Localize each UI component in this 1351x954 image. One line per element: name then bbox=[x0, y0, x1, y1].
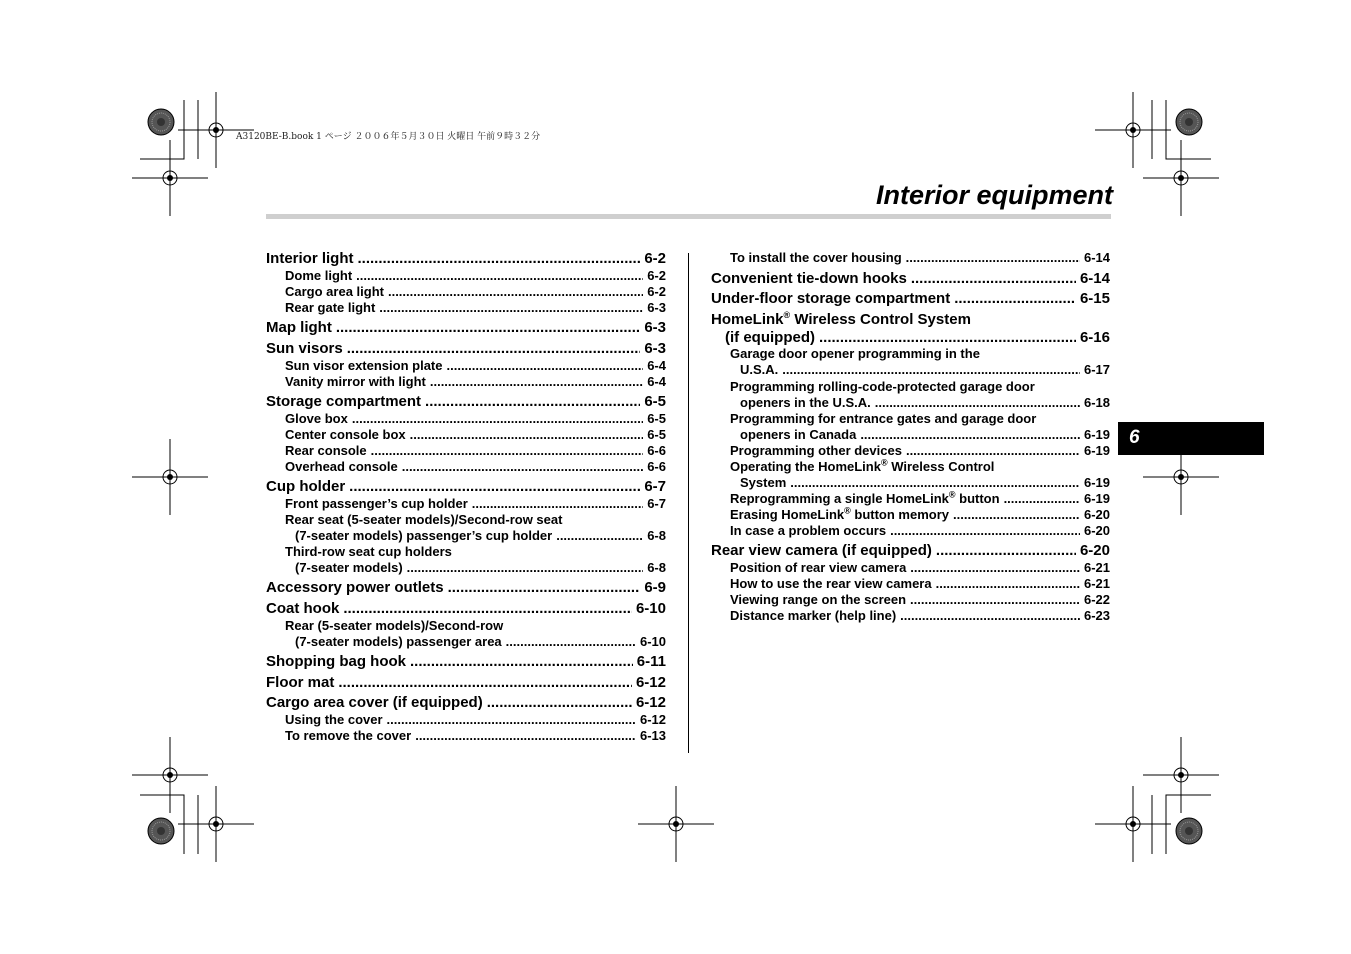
toc-entry-line[interactable]: Programming rolling-code-protected garage door bbox=[730, 379, 1035, 394]
toc-entry[interactable]: Map light ..... 6-3 bbox=[266, 319, 666, 336]
toc-entry[interactable]: openers in the U.S.A. ..... 6-18 bbox=[740, 395, 1110, 410]
page-title: Interior equipment bbox=[875, 180, 1113, 210]
toc-entry[interactable]: Programming other devices ..... 6-19 bbox=[730, 443, 1110, 458]
toc-entry[interactable]: Dome light ..... 6-2 bbox=[285, 268, 666, 283]
toc-entry-line[interactable]: Rear (5-seater models)/Second-row bbox=[285, 618, 504, 633]
chapter-tab bbox=[1118, 422, 1264, 455]
registration-cross-icon bbox=[1143, 140, 1219, 216]
toc-entry-line[interactable]: Operating the HomeLink® Wireless Control bbox=[730, 457, 995, 474]
toc-entry[interactable]: (7-seater models) passenger’s cup holder ..... 6-8 bbox=[295, 528, 666, 543]
toc-entry-line[interactable]: Programming for entrance gates and garage door bbox=[730, 411, 1037, 426]
toc-entry[interactable]: (7-seater models) passenger area ..... 6-10 bbox=[295, 634, 666, 649]
toc-entry-line[interactable]: HomeLink® Wireless Control System bbox=[711, 310, 971, 328]
toc-entry[interactable]: System ..... 6-19 bbox=[740, 475, 1110, 490]
toc-entry[interactable]: Position of rear view camera ..... 6-21 bbox=[730, 560, 1110, 575]
toc-entry[interactable]: Center console box ..... 6-5 bbox=[285, 427, 666, 442]
toc-entry[interactable]: Rear gate light ..... 6-3 bbox=[285, 300, 666, 315]
title-rule bbox=[266, 214, 1111, 219]
registration-cross-icon bbox=[1095, 786, 1171, 862]
toc-entry[interactable]: Glove box ..... 6-5 bbox=[285, 411, 666, 426]
toc-entry[interactable]: U.S.A. ..... 6-17 bbox=[740, 362, 1110, 377]
registration-cross-icon bbox=[178, 786, 254, 862]
toc-entry[interactable]: Interior light ..... 6-2 bbox=[266, 250, 666, 267]
chapter-number: 6 bbox=[1129, 427, 1140, 448]
toc-entry[interactable]: Cup holder ..... 6-7 bbox=[266, 478, 666, 495]
toc-entry-line[interactable]: Third-row seat cup holders bbox=[285, 544, 452, 559]
toc-entry[interactable]: Shopping bag hook ..... 6-11 bbox=[266, 653, 666, 670]
registration-star-icon bbox=[148, 818, 174, 844]
toc-entry[interactable]: openers in Canada ..... 6-19 bbox=[740, 427, 1110, 442]
toc-entry[interactable]: Coat hook ..... 6-10 bbox=[266, 600, 666, 617]
registration-cross-icon bbox=[638, 786, 714, 862]
registration-star-icon bbox=[1176, 818, 1202, 844]
toc-entry[interactable]: Erasing HomeLink® button memory ..... 6-20 bbox=[730, 507, 1110, 522]
registration-star-icon bbox=[1176, 109, 1202, 135]
toc-entry[interactable]: Storage compartment ..... 6-5 bbox=[266, 393, 666, 410]
toc-entry[interactable]: Floor mat ..... 6-12 bbox=[266, 674, 666, 691]
toc-entry[interactable]: Reprogramming a single HomeLink® button ..... 6-19 bbox=[730, 491, 1110, 506]
registration-cross-icon bbox=[1143, 737, 1219, 813]
registration-cross-icon bbox=[1095, 92, 1171, 168]
toc-entry[interactable]: To install the cover housing ..... 6-14 bbox=[730, 250, 1110, 265]
registration-cross-icon bbox=[132, 439, 208, 515]
toc-entry[interactable]: Using the cover ..... 6-12 bbox=[285, 712, 666, 727]
toc-entry[interactable]: Front passenger’s cup holder ..... 6-7 bbox=[285, 496, 666, 511]
toc-entry[interactable]: Under-floor storage compartment ..... 6-15 bbox=[711, 290, 1110, 307]
toc-entry[interactable]: Sun visors ..... 6-3 bbox=[266, 340, 666, 357]
registration-cross-icon bbox=[132, 737, 208, 813]
toc-entry[interactable]: Distance marker (help line) ..... 6-23 bbox=[730, 608, 1110, 623]
print-header: A3120BE-B.book 1 ページ ２００６年５月３０日 火曜日 午前９時３２分 bbox=[236, 132, 541, 142]
toc-entry[interactable]: Vanity mirror with light ..... 6-4 bbox=[285, 374, 666, 389]
toc-entry-line[interactable]: Rear seat (5-seater models)/Second-row seat bbox=[285, 512, 563, 527]
toc-entry[interactable]: Viewing range on the screen ..... 6-22 bbox=[730, 592, 1110, 607]
toc-entry[interactable]: (7-seater models) ..... 6-8 bbox=[295, 560, 666, 575]
column-divider bbox=[688, 253, 689, 753]
toc-entry[interactable]: Overhead console ..... 6-6 bbox=[285, 459, 666, 474]
registration-cross-icon bbox=[132, 140, 208, 216]
toc-entry[interactable]: (if equipped) ..... 6-16 bbox=[725, 329, 1110, 346]
toc-entry[interactable]: Rear view camera (if equipped) ..... 6-20 bbox=[711, 542, 1110, 559]
toc-entry[interactable]: Sun visor extension plate ..... 6-4 bbox=[285, 358, 666, 373]
toc-entry[interactable]: How to use the rear view camera ..... 6-21 bbox=[730, 576, 1110, 591]
toc-entry-line[interactable]: Garage door opener programming in the bbox=[730, 346, 980, 361]
toc-entry[interactable]: In case a problem occurs ..... 6-20 bbox=[730, 523, 1110, 538]
toc-entry[interactable]: Rear console ..... 6-6 bbox=[285, 443, 666, 458]
toc-entry[interactable]: Accessory power outlets ..... 6-9 bbox=[266, 579, 666, 596]
toc-entry[interactable]: Cargo area light ..... 6-2 bbox=[285, 284, 666, 299]
registration-star-icon bbox=[148, 109, 174, 135]
toc-entry[interactable]: Convenient tie-down hooks ..... 6-14 bbox=[711, 270, 1110, 287]
toc-entry[interactable]: Cargo area cover (if equipped) ..... 6-12 bbox=[266, 694, 666, 711]
toc-entry[interactable]: To remove the cover ..... 6-13 bbox=[285, 728, 666, 743]
